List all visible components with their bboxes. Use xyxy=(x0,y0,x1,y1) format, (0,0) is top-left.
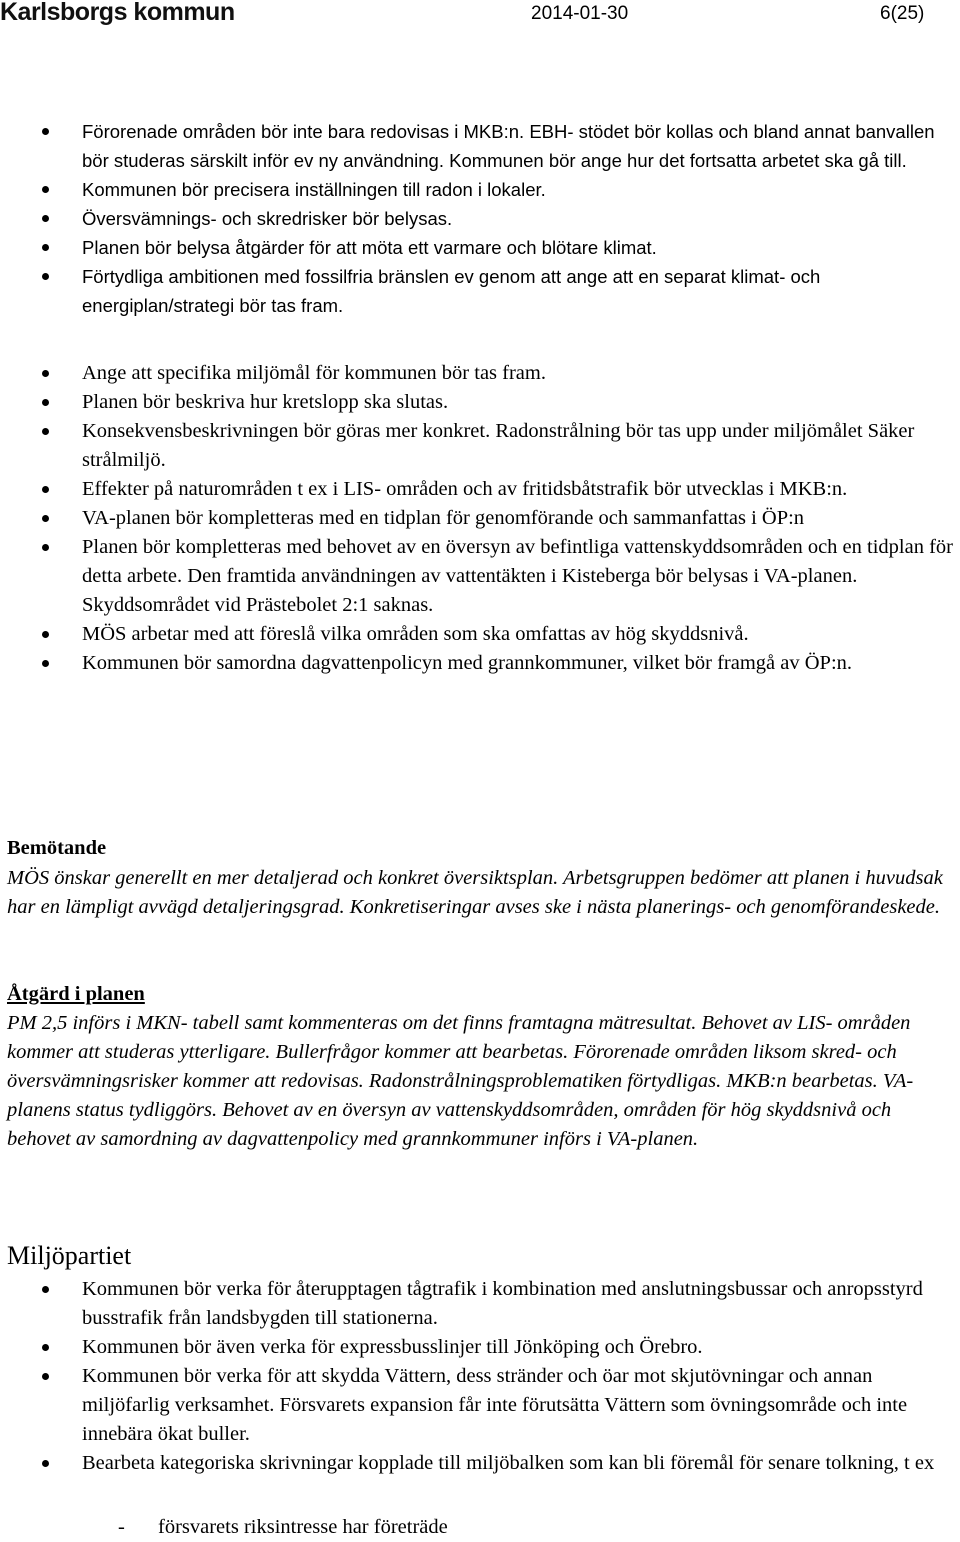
bullet-icon xyxy=(42,1344,49,1351)
list-item: Översvämnings- och skredrisker bör belysas. xyxy=(0,204,960,233)
miljopartiet-list xyxy=(0,1275,960,1478)
list-item: Konsekvensbeskrivningen bör göras mer konkret. Radonstrålning bör tas upp under miljömålet Säker strålmiljö. xyxy=(0,417,960,475)
list-item: Förorenade områden bör inte bara redovisas i MKB:n. EBH- stödet bör kollas och bland annat banvallen bör studeras särskilt inför ev ny användning. Kommunen bör ange hur det fortsatta arbetet ska gå till. xyxy=(0,117,960,175)
list-item: Effekter på naturområden t ex i LIS- områden och av fritidsbåtstrafik bör utvecklas i MKB:n. xyxy=(0,475,960,504)
page-header xyxy=(0,0,960,30)
bullet-icon xyxy=(42,544,49,551)
bullet-icon xyxy=(42,631,49,638)
list-item: Kommunen bör även verka för expressbusslinjer till Jönköping och Örebro. xyxy=(0,1333,960,1362)
bullet-icon xyxy=(42,128,49,135)
list-item: MÖS arbetar med att föreslå vilka områden som ska omfattas av hög skyddsnivå. xyxy=(0,620,960,649)
list-item: Bearbeta kategoriska skrivningar kopplade till miljöbalken som kan bli föremål för senare tolkning, t ex xyxy=(0,1449,960,1478)
sub-list-item xyxy=(118,1513,448,1542)
section-title-miljopartiet: Miljöpartiet xyxy=(7,1241,132,1270)
organization-logo: Karlsborgs kommun xyxy=(0,0,235,26)
bullet-icon xyxy=(42,1460,49,1467)
remarks-list-a xyxy=(0,117,960,320)
bullet-icon xyxy=(42,1373,49,1380)
bullet-icon xyxy=(42,244,49,251)
remarks-list-b xyxy=(0,359,960,678)
bemotande-heading: Bemötande xyxy=(7,837,107,859)
bullet-icon xyxy=(42,186,49,193)
dash-marker: - xyxy=(118,1516,125,1538)
list-item: Planen bör kompletteras med behovet av en översyn av befintliga vattenskyddsområden och en tidplan för detta arbete. Den framtida användningen av vattentäkten i Kisteberga bör belysas i VA-planen. Skyddsområdet vid Prästebolet 2:1 saknas. xyxy=(0,533,960,620)
bullet-icon xyxy=(42,428,49,435)
list-item: Planen bör belysa åtgärder för att möta ett varmare och blötare klimat. xyxy=(0,233,960,262)
bullet-icon xyxy=(42,660,49,667)
page-number: 6(25) xyxy=(880,3,925,24)
list-item: Kommunen bör verka för att skydda Vättern, dess stränder och öar mot skjutövningar och annan miljöfarlig verksamhet. Försvarets expansion får inte förutsätta Vättern som övningsområde och inte innebära ökat buller. xyxy=(0,1362,960,1449)
bullet-icon xyxy=(42,486,49,493)
bullet-icon xyxy=(42,370,49,377)
list-item: Kommunen bör samordna dagvattenpolicyn med grannkommuner, vilket bör framgå av ÖP:n. xyxy=(0,649,960,678)
bullet-icon xyxy=(42,215,49,222)
sub-list-item-text: försvarets riksintresse har företräde xyxy=(158,1516,448,1538)
list-item: Kommunen bör verka för återupptagen tågtrafik i kombination med anslutningsbussar och anropsstyrd busstrafik från landsbygden till stationerna. xyxy=(0,1275,960,1333)
bullet-icon xyxy=(42,515,49,522)
bullet-icon xyxy=(42,1286,49,1293)
list-item: Förtydliga ambitionen med fossilfria bränslen ev genom att ange att en separat klimat- och energiplan/strategi bör tas fram. xyxy=(0,262,960,320)
bullet-icon xyxy=(42,399,49,406)
bullet-icon xyxy=(42,273,49,280)
document-date: 2014-01-30 xyxy=(531,3,629,24)
list-item: VA-planen bör kompletteras med en tidplan för genomförande och sammanfattas i ÖP:n xyxy=(0,504,960,533)
atgard-heading: Åtgärd i planen xyxy=(7,983,145,1005)
list-item: Ange att specifika miljömål för kommunen bör tas fram. xyxy=(0,359,960,388)
atgard-text: PM 2,5 införs i MKN- tabell samt kommenteras om det finns framtagna mätresultat. Behovet av LIS- områden kommer att studeras ytterligare. Bullerfrågor kommer att bearbetas. Förorenade områden liksom skred- och översvämningsrisker kommer att redovisas. Radonstrålningsproblematiken förtydligas. MKB:n bearbetas. VA-planens status tydliggörs. Behovet av en översyn av vattenskyddsområden, områden för hög skyddsnivå och behovet av samordning av dagvattenpolicy med grannkommuner införs i VA-planen. xyxy=(7,1012,914,1150)
list-item: Kommunen bör precisera inställningen till radon i lokaler. xyxy=(0,175,960,204)
list-item: Planen bör beskriva hur kretslopp ska slutas. xyxy=(0,388,960,417)
bemotande-text: MÖS önskar generellt en mer detaljerad och konkret översiktsplan. Arbetsgruppen bedömer att planen i huvudsak har en lämpligt avvägd detaljeringsgrad. Konkretiseringar avses ske i nästa planerings- och genomförandeskede. xyxy=(7,867,943,918)
